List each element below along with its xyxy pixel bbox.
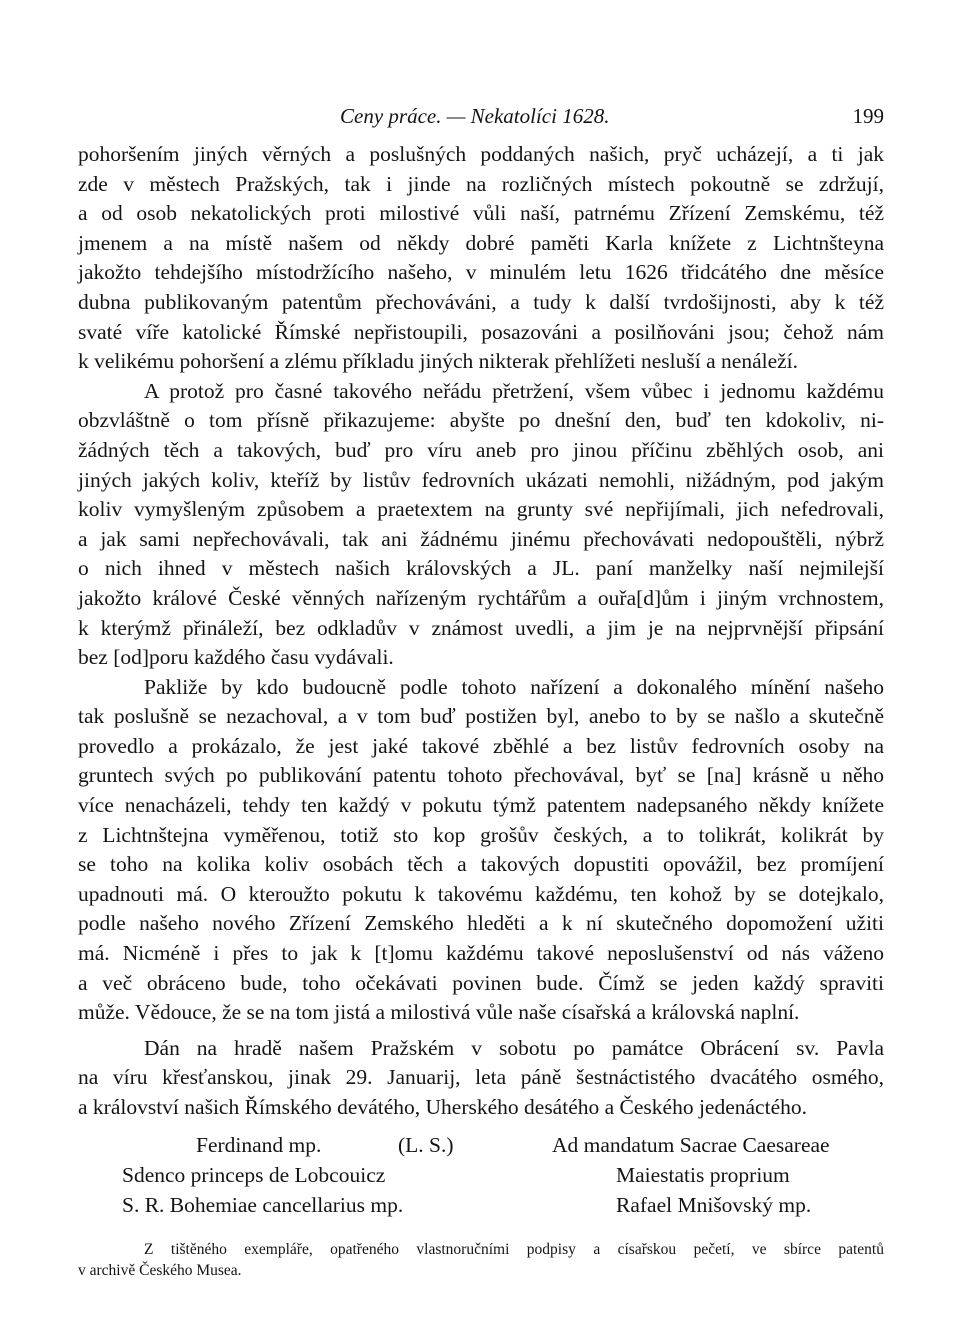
signature-block — [78, 1127, 884, 1227]
running-title: Ceny práce. — Nekatolíci 1628. — [340, 104, 610, 128]
text-line: z Lichtnštejna vyměřenou, totiž sto kop grošův českých, a to tolikrát, kolikrát by — [78, 822, 884, 847]
text-line: a več obráceno bude, toho očekávati povinen bude. Čímž se jeden každý spraviti — [78, 970, 884, 995]
source-footnote — [78, 1239, 884, 1281]
text-line: pohoršením jiných věrných a poslušných poddaných našich, pryč ucházejí, a ti jak — [78, 142, 884, 166]
text-line: svaté víře katolické Římské nepřistoupili, posazováni a posilňováni jsou; čehož nám — [78, 319, 884, 344]
paragraph-1 — [78, 134, 884, 377]
paragraph-dating — [78, 1028, 884, 1123]
signature-ferdinand: Ferdinand mp. — [196, 1132, 322, 1157]
text-line: jakožto králové České věnných nařízeným rychtářům a ouřa[d]ům i jiným vrchnostem, — [78, 585, 884, 610]
text-line: A protož pro časné takového neřádu přetržení, všem vůbec i jednomu každému — [144, 378, 884, 403]
text-line: tak poslušně se nezachoval, a v tom buď postižen byl, anebo to by se našlo a skutečně — [78, 704, 884, 729]
footnote-line: Z tištěného exempláře, opatřeného vlastnoručními podpisy a císařskou pečetí, ve sbírce patentů — [144, 1240, 884, 1258]
text-line: Pakliže by kdo budoucně podle tohoto nařízení a dokonalého mínění našeho — [144, 674, 884, 699]
text-line: podle našeho nového Zřízení Zemského hleděti a k ní skutečného dopomožení užiti — [78, 911, 884, 936]
page-header — [78, 104, 884, 134]
text-line: bez [od]poru každého času vydávali. — [78, 645, 394, 670]
text-line: koliv vymyšleným způsobem a praetextem na grunty své nepřijímali, jich nefedrovali, — [78, 497, 884, 522]
text-line: a jak sami nepřechovávali, tak ani žádnému jinému přechovávati nedopouštěli, nýbrž — [78, 526, 884, 551]
signature-rafael: Rafael Mnišovský mp. — [616, 1192, 812, 1217]
document-page — [78, 104, 884, 1281]
text-line: jiných jakých koliv, kteříž by listův fedrovních ukázati nemohli, nižádným, pod jakým — [78, 467, 884, 492]
text-line: jmenem a na místě našem od někdy dobré paměti Karla knížete z Lichtnšteyna — [78, 230, 884, 255]
text-line: může. Vědouce, že se na tom jistá a milostivá vůle naše císařská a královská naplní. — [78, 1000, 800, 1025]
paragraph-3 — [78, 673, 884, 1028]
page-number: 199 — [852, 104, 884, 128]
text-line: a od osob nekatolických proti milostivé vůli naší, patrnému Zřízení Zemskému, též — [78, 201, 884, 226]
text-line: více nenacházeli, tehdy ten každý v pokutu týmž patentem nadepsaného někdy knížete — [78, 793, 884, 818]
text-line: žádných těch a takových, buď pro víru aneb pro jinou příčinu zběhlých osob, ani — [78, 437, 884, 462]
text-line: obzvláštně o tom přísně přikazujeme: abyšte po dnešní den, buď ten kdokoliv, ni- — [78, 408, 884, 433]
text-line: Dán na hradě našem Pražském v sobotu po památce Obrácení sv. Pavla — [144, 1035, 884, 1060]
footnote-line: v archivě Českého Musea. — [78, 1261, 242, 1279]
text-line: dubna publikovaným patentům přechováváni, a tudy k další tvrdošijnosti, aby k též — [78, 289, 884, 314]
text-line: má. Nicméně i přes to jak k [t]omu každému takové neposlušenství od nás váženo — [78, 941, 884, 966]
text-line: o nich ihned v městech našich královských a JL. paní manželky naší nejmilejší — [78, 556, 884, 581]
ad-mandatum-text: Ad mandatum Sacrae Caesareae — [552, 1132, 830, 1157]
maiestatis-text: Maiestatis proprium — [616, 1162, 790, 1187]
text-line: se toho na kolika koliv osobách těch a takových dopustiti opovážil, bez promíjení — [78, 852, 884, 877]
text-line: upadnouti má. O kteroužto pokutu k takovému každému, ten kohož by se dotejkalo, — [78, 881, 884, 906]
text-line: gruntech svých po publikování patentu tohoto přechovával, byť se [na] krásně u něho — [78, 763, 884, 788]
signature-sdenco: Sdenco princeps de Lobcouicz — [122, 1162, 386, 1187]
seal-mark: (L. S.) — [398, 1132, 454, 1157]
text-line: k kterýmž přináleží, bez odkladův v známost uvedli, a jim je na nejprvnější připsání — [78, 615, 884, 640]
text-line: k velikému pohoršení a zlému příkladu jiných nikterak přehlížeti nesluší a nenáleží. — [78, 349, 799, 374]
text-line: jakožto tehdejšího místodržícího našeho, v minulém letu 1626 třidcátého dne měsíce — [78, 260, 884, 285]
text-line: na víru křesťanskou, jinak 29. Januarij, leta páně šestnáctistého dvacátého osmého, — [78, 1065, 884, 1090]
text-line: zde v městech Pražských, tak i jinde na rozličných místech pokoutně se zdržují, — [78, 171, 884, 196]
text-line: a království našich Římského devátého, Uherského desátého a Českého jedenáctého. — [78, 1095, 807, 1119]
text-line: provedlo a prokázalo, že jest jaké takové zběhlé a bez listův fedrovních osoby na — [78, 733, 884, 758]
cancellarius-text: S. R. Bohemiae cancellarius mp. — [122, 1192, 404, 1217]
paragraph-2 — [78, 377, 884, 673]
